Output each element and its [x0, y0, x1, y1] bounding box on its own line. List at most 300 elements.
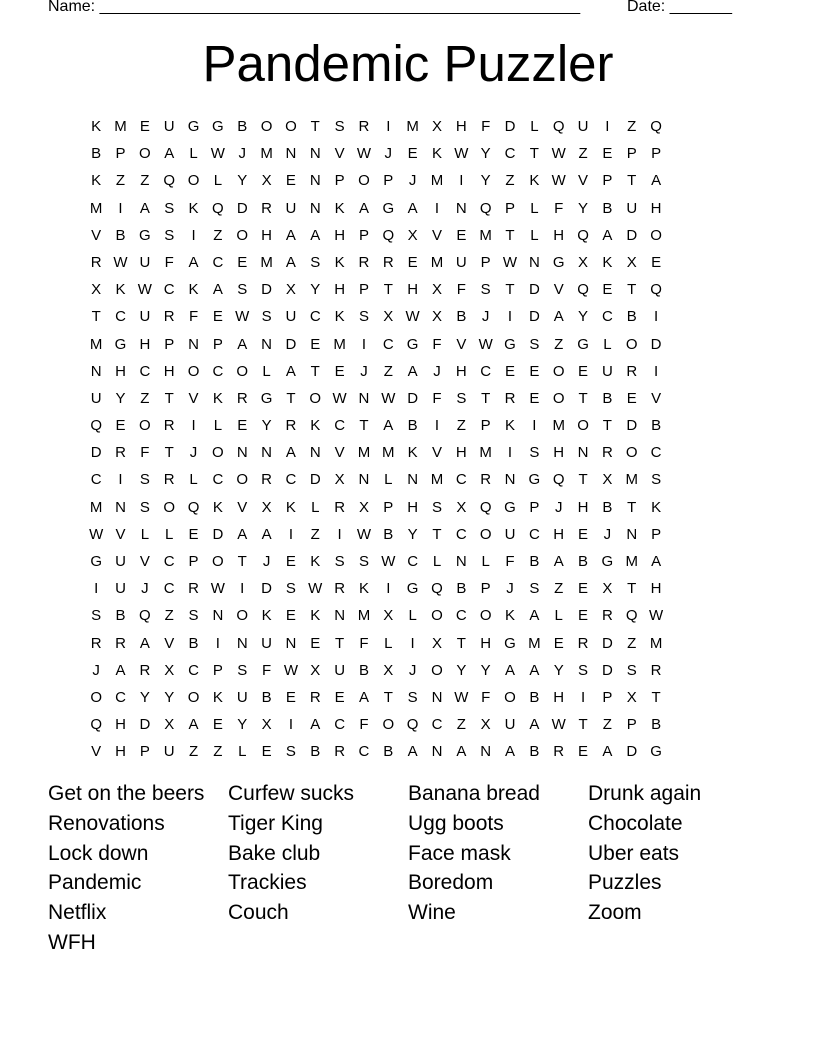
grid-letter[interactable]: B	[456, 308, 467, 326]
grid-letter[interactable]: U	[139, 308, 151, 326]
grid-letter[interactable]: H	[455, 444, 467, 462]
grid-letter[interactable]: O	[309, 389, 322, 407]
grid-letter[interactable]: O	[236, 226, 249, 244]
grid-letter[interactable]: I	[288, 525, 293, 543]
grid-letter[interactable]: E	[188, 525, 199, 543]
grid-letter[interactable]: D	[650, 335, 662, 353]
grid-letter[interactable]: X	[285, 281, 296, 299]
grid-letter[interactable]: K	[188, 281, 199, 299]
grid-letter[interactable]: O	[479, 525, 492, 543]
grid-letter[interactable]: I	[361, 335, 367, 353]
grid-letter[interactable]: O	[163, 498, 176, 516]
grid-letter[interactable]: Y	[553, 661, 564, 679]
grid-letter[interactable]: W	[137, 281, 152, 299]
grid-letter[interactable]: L	[530, 118, 539, 135]
grid-letter[interactable]: N	[261, 335, 272, 353]
grid-letter[interactable]: J	[360, 362, 368, 380]
grid-letter[interactable]: H	[455, 118, 467, 135]
grid-letter[interactable]: T	[505, 281, 515, 299]
grid-letter[interactable]: O	[187, 172, 200, 190]
grid-letter[interactable]: X	[602, 471, 613, 489]
grid-letter[interactable]: E	[310, 335, 321, 353]
grid-letter[interactable]: M	[333, 335, 346, 353]
grid-letter[interactable]: Q	[163, 172, 176, 190]
grid-letter[interactable]: Z	[456, 716, 466, 734]
grid-letter[interactable]: I	[653, 362, 659, 380]
grid-letter[interactable]: T	[627, 281, 637, 299]
grid-letter[interactable]: A	[456, 743, 467, 761]
grid-letter[interactable]: B	[91, 145, 102, 163]
grid-letter[interactable]: I	[434, 417, 440, 435]
grid-letter[interactable]: P	[626, 145, 637, 163]
grid-letter[interactable]: E	[578, 607, 589, 625]
grid-letter[interactable]: L	[213, 417, 223, 435]
grid-letter[interactable]: I	[507, 308, 513, 326]
grid-letter[interactable]: S	[651, 471, 662, 489]
grid-letter[interactable]: D	[528, 308, 540, 326]
grid-letter[interactable]: I	[580, 688, 586, 706]
grid-letter[interactable]: N	[626, 525, 638, 543]
grid-letter[interactable]: N	[431, 743, 443, 761]
grid-letter[interactable]: J	[141, 580, 149, 598]
grid-letter[interactable]: M	[382, 444, 395, 462]
grid-letter[interactable]: T	[164, 444, 174, 462]
grid-letter[interactable]: E	[578, 743, 589, 761]
grid-letter[interactable]: S	[358, 308, 369, 326]
grid-letter[interactable]: C	[601, 308, 613, 326]
grid-letter[interactable]: R	[650, 661, 662, 679]
grid-letter[interactable]: I	[94, 580, 99, 598]
grid-letter[interactable]: P	[602, 688, 613, 706]
grid-letter[interactable]: T	[505, 226, 515, 244]
grid-letter[interactable]: N	[431, 688, 443, 706]
grid-letter[interactable]: O	[625, 335, 638, 353]
grid-letter[interactable]: K	[602, 253, 613, 271]
grid-letter[interactable]: D	[90, 444, 102, 462]
grid-letter[interactable]: Z	[627, 634, 637, 652]
grid-letter[interactable]: W	[478, 335, 493, 353]
grid-letter[interactable]: C	[139, 362, 151, 380]
grid-letter[interactable]: S	[91, 607, 102, 625]
grid-letter[interactable]: O	[504, 688, 516, 706]
grid-letter[interactable]: R	[90, 634, 102, 652]
grid-letter[interactable]: R	[261, 199, 272, 217]
grid-letter[interactable]: X	[261, 498, 272, 516]
grid-letter[interactable]: L	[530, 199, 539, 217]
grid-letter[interactable]: S	[334, 553, 345, 570]
grid-letter[interactable]: A	[553, 308, 564, 326]
grid-letter[interactable]: O	[358, 172, 370, 190]
grid-letter[interactable]: Z	[115, 172, 126, 190]
grid-letter[interactable]: A	[383, 417, 394, 435]
grid-letter[interactable]: K	[285, 498, 296, 516]
grid-letter[interactable]: R	[188, 580, 199, 598]
grid-letter[interactable]: N	[455, 553, 467, 570]
grid-letter[interactable]: K	[91, 172, 102, 190]
grid-letter[interactable]: G	[601, 553, 614, 570]
grid-letter[interactable]: H	[650, 580, 662, 598]
grid-letter[interactable]: D	[626, 743, 638, 761]
grid-letter[interactable]: J	[408, 172, 417, 190]
grid-letter[interactable]: B	[529, 688, 540, 706]
grid-letter[interactable]: G	[504, 335, 516, 353]
grid-letter[interactable]: C	[188, 661, 199, 679]
grid-letter[interactable]: N	[188, 335, 199, 353]
grid-letter[interactable]: D	[504, 118, 516, 135]
grid-letter[interactable]: J	[433, 362, 441, 380]
grid-letter[interactable]: U	[334, 661, 346, 679]
grid-letter[interactable]: Y	[139, 688, 150, 706]
grid-letter[interactable]: P	[651, 145, 662, 163]
grid-letter[interactable]: I	[507, 444, 513, 462]
grid-letter[interactable]: W	[210, 145, 225, 163]
grid-letter[interactable]: N	[334, 607, 346, 625]
grid-letter[interactable]: A	[505, 743, 516, 761]
grid-letter[interactable]: R	[163, 417, 175, 435]
grid-letter[interactable]: A	[602, 226, 613, 244]
grid-letter[interactable]: G	[114, 335, 127, 353]
grid-letter[interactable]: F	[261, 661, 272, 679]
grid-letter[interactable]: F	[432, 389, 442, 407]
grid-letter[interactable]: A	[237, 525, 248, 543]
grid-letter[interactable]: R	[139, 661, 151, 679]
grid-letter[interactable]: P	[480, 417, 491, 435]
grid-letter[interactable]: P	[383, 498, 394, 516]
grid-letter[interactable]: V	[91, 226, 102, 244]
grid-letter[interactable]: A	[285, 226, 296, 244]
grid-letter[interactable]: S	[626, 661, 637, 679]
grid-letter[interactable]: L	[311, 498, 320, 516]
grid-letter[interactable]: Y	[237, 716, 248, 734]
grid-letter[interactable]: M	[528, 634, 541, 652]
grid-letter[interactable]: N	[309, 444, 321, 462]
grid-letter[interactable]: F	[359, 716, 369, 734]
grid-letter[interactable]: S	[164, 199, 175, 217]
grid-letter[interactable]: Q	[90, 417, 102, 435]
grid-letter[interactable]: T	[286, 389, 296, 407]
grid-letter[interactable]: R	[163, 308, 175, 326]
grid-letter[interactable]: A	[261, 525, 272, 543]
grid-letter[interactable]: Y	[480, 661, 491, 679]
grid-letter[interactable]: D	[139, 716, 151, 734]
grid-letter[interactable]: R	[577, 634, 589, 652]
grid-letter[interactable]: E	[651, 253, 662, 271]
grid-letter[interactable]: Z	[140, 172, 150, 190]
grid-letter[interactable]: C	[431, 716, 443, 734]
grid-letter[interactable]: X	[407, 226, 418, 244]
grid-letter[interactable]: I	[532, 417, 537, 435]
grid-letter[interactable]: R	[309, 688, 321, 706]
grid-letter[interactable]: P	[334, 172, 345, 190]
grid-letter[interactable]: G	[212, 118, 224, 135]
grid-letter[interactable]: G	[650, 743, 662, 761]
grid-letter[interactable]: O	[187, 362, 200, 380]
grid-letter[interactable]: P	[651, 525, 662, 543]
grid-letter[interactable]: E	[139, 118, 150, 135]
grid-letter[interactable]: W	[454, 688, 469, 706]
grid-letter[interactable]: K	[212, 498, 223, 516]
grid-letter[interactable]: T	[578, 389, 588, 407]
grid-letter[interactable]: X	[164, 716, 175, 734]
grid-letter[interactable]: L	[432, 553, 442, 570]
grid-letter[interactable]: Z	[578, 145, 588, 163]
grid-letter[interactable]: F	[188, 308, 199, 326]
grid-letter[interactable]: A	[285, 362, 296, 380]
grid-letter[interactable]: N	[261, 444, 272, 462]
grid-letter[interactable]: L	[140, 525, 150, 543]
grid-letter[interactable]: R	[358, 253, 370, 271]
grid-letter[interactable]: T	[481, 389, 491, 407]
grid-letter[interactable]: O	[650, 226, 662, 244]
grid-letter[interactable]: N	[90, 362, 102, 380]
grid-letter[interactable]: U	[236, 688, 248, 706]
grid-letter[interactable]: T	[627, 172, 637, 190]
grid-letter[interactable]: M	[89, 335, 103, 353]
grid-letter[interactable]: M	[625, 471, 638, 489]
grid-letter[interactable]: T	[310, 362, 320, 380]
grid-letter[interactable]: W	[89, 525, 104, 543]
grid-letter[interactable]: K	[407, 444, 418, 462]
grid-letter[interactable]: T	[627, 498, 637, 516]
grid-letter[interactable]: A	[553, 553, 564, 570]
grid-letter[interactable]: A	[358, 199, 369, 217]
grid-letter[interactable]: A	[188, 716, 199, 734]
grid-letter[interactable]: Z	[140, 389, 150, 407]
grid-letter[interactable]: O	[90, 688, 102, 706]
grid-letter[interactable]: G	[382, 199, 395, 217]
grid-letter[interactable]: V	[237, 498, 248, 516]
grid-letter[interactable]: K	[431, 145, 442, 163]
grid-letter[interactable]: K	[505, 417, 516, 435]
grid-letter[interactable]: K	[212, 389, 223, 407]
grid-letter[interactable]: P	[480, 253, 491, 271]
grid-letter[interactable]: Q	[577, 281, 589, 299]
grid-letter[interactable]: D	[528, 281, 540, 299]
grid-letter[interactable]: Z	[627, 118, 637, 135]
grid-letter[interactable]: V	[188, 389, 199, 407]
grid-letter[interactable]: M	[260, 145, 273, 163]
grid-letter[interactable]: M	[114, 118, 127, 135]
grid-letter[interactable]: M	[625, 553, 638, 570]
grid-letter[interactable]: J	[481, 308, 490, 326]
grid-letter[interactable]: L	[189, 145, 198, 163]
grid-letter[interactable]: S	[237, 281, 248, 299]
grid-letter[interactable]: T	[578, 716, 588, 734]
grid-letter[interactable]: U	[163, 118, 175, 135]
grid-letter[interactable]: E	[407, 145, 418, 163]
grid-letter[interactable]: O	[382, 716, 395, 734]
grid-letter[interactable]: A	[188, 253, 199, 271]
grid-letter[interactable]: N	[528, 253, 540, 271]
grid-letter[interactable]: I	[459, 172, 464, 190]
grid-letter[interactable]: J	[189, 444, 198, 462]
grid-letter[interactable]: Y	[407, 525, 418, 543]
grid-letter[interactable]: M	[406, 118, 419, 135]
grid-letter[interactable]: B	[310, 743, 321, 761]
grid-letter[interactable]: O	[431, 607, 443, 625]
grid-letter[interactable]: E	[310, 634, 321, 652]
grid-letter[interactable]: M	[357, 607, 371, 625]
grid-letter[interactable]: A	[285, 253, 296, 271]
grid-letter[interactable]: W	[648, 607, 664, 625]
grid-letter[interactable]: L	[384, 471, 393, 489]
grid-letter[interactable]: H	[163, 362, 175, 380]
grid-letter[interactable]: R	[334, 743, 346, 761]
grid-letter[interactable]: N	[577, 444, 589, 462]
grid-letter[interactable]: Q	[650, 281, 662, 299]
grid-letter[interactable]: E	[578, 580, 589, 598]
grid-letter[interactable]: Z	[164, 607, 174, 625]
grid-letter[interactable]: S	[480, 281, 491, 299]
grid-letter[interactable]: N	[236, 634, 248, 652]
grid-letter[interactable]: S	[310, 253, 321, 271]
grid-letter[interactable]: Q	[577, 226, 589, 244]
grid-letter[interactable]: J	[92, 661, 100, 679]
grid-letter[interactable]: D	[626, 226, 638, 244]
grid-letter[interactable]: M	[430, 172, 444, 190]
grid-letter[interactable]: Z	[213, 743, 223, 761]
grid-letter[interactable]: R	[261, 471, 272, 489]
grid-letter[interactable]: P	[358, 281, 369, 299]
grid-letter[interactable]: A	[358, 688, 369, 706]
grid-letter[interactable]: Y	[261, 417, 272, 435]
grid-letter[interactable]: W	[235, 308, 250, 326]
grid-letter[interactable]: C	[285, 471, 297, 489]
grid-letter[interactable]: D	[626, 417, 638, 435]
grid-letter[interactable]: J	[554, 498, 563, 516]
grid-letter[interactable]: F	[456, 281, 466, 299]
grid-letter[interactable]: O	[260, 118, 273, 135]
grid-letter[interactable]: V	[431, 444, 442, 462]
grid-letter[interactable]: B	[383, 525, 394, 543]
grid-letter[interactable]: I	[288, 716, 293, 734]
grid-letter[interactable]: N	[455, 199, 467, 217]
grid-letter[interactable]: A	[602, 743, 613, 761]
grid-letter[interactable]: A	[529, 661, 540, 679]
grid-letter[interactable]: W	[454, 145, 469, 163]
grid-letter[interactable]: B	[115, 607, 126, 625]
grid-letter[interactable]: I	[410, 634, 415, 652]
grid-letter[interactable]: S	[334, 118, 345, 135]
grid-letter[interactable]: X	[431, 281, 442, 299]
grid-letter[interactable]: H	[407, 281, 419, 299]
grid-letter[interactable]: P	[115, 145, 126, 163]
grid-letter[interactable]: E	[285, 172, 296, 190]
grid-letter[interactable]: H	[115, 716, 126, 734]
grid-letter[interactable]: L	[554, 607, 563, 625]
grid-letter[interactable]: T	[383, 688, 393, 706]
grid-letter[interactable]: S	[188, 607, 199, 625]
grid-letter[interactable]: U	[601, 362, 613, 380]
grid-letter[interactable]: Z	[213, 226, 223, 244]
grid-letter[interactable]: E	[578, 362, 589, 380]
grid-letter[interactable]: T	[456, 634, 466, 652]
grid-letter[interactable]: G	[552, 253, 565, 271]
grid-letter[interactable]: A	[407, 362, 418, 380]
grid-letter[interactable]: H	[334, 281, 346, 299]
grid-letter[interactable]: V	[553, 281, 564, 299]
grid-letter[interactable]: S	[261, 308, 272, 326]
grid-letter[interactable]: F	[481, 688, 491, 706]
grid-letter[interactable]: E	[626, 389, 637, 407]
grid-letter[interactable]: I	[215, 634, 220, 652]
grid-letter[interactable]: C	[504, 145, 516, 163]
grid-letter[interactable]: P	[602, 172, 613, 190]
grid-letter[interactable]: T	[602, 417, 612, 435]
grid-letter[interactable]: S	[529, 335, 540, 353]
grid-letter[interactable]: P	[188, 553, 199, 570]
grid-letter[interactable]: J	[408, 661, 417, 679]
grid-letter[interactable]: X	[626, 253, 637, 271]
grid-letter[interactable]: A	[139, 634, 150, 652]
grid-letter[interactable]: V	[164, 634, 175, 652]
grid-letter[interactable]: L	[530, 226, 539, 244]
grid-letter[interactable]: C	[358, 743, 370, 761]
grid-letter[interactable]: S	[139, 471, 150, 489]
grid-letter[interactable]: B	[358, 661, 369, 679]
grid-letter[interactable]: T	[91, 308, 101, 326]
grid-letter[interactable]: A	[310, 716, 321, 734]
grid-letter[interactable]: Z	[554, 580, 564, 598]
grid-letter[interactable]: I	[191, 417, 196, 435]
grid-letter[interactable]: Z	[310, 525, 320, 543]
grid-letter[interactable]: D	[601, 634, 613, 652]
grid-letter[interactable]: C	[163, 580, 175, 598]
grid-letter[interactable]: E	[237, 417, 248, 435]
grid-letter[interactable]: Q	[382, 226, 395, 244]
grid-letter[interactable]: X	[164, 661, 175, 679]
grid-letter[interactable]: C	[90, 471, 102, 489]
grid-letter[interactable]: E	[407, 253, 418, 271]
grid-letter[interactable]: W	[502, 253, 518, 271]
grid-letter[interactable]: D	[261, 580, 272, 598]
grid-letter[interactable]: R	[626, 362, 638, 380]
grid-letter[interactable]: O	[236, 471, 249, 489]
grid-letter[interactable]: H	[480, 634, 492, 652]
grid-letter[interactable]: B	[529, 743, 540, 761]
grid-letter[interactable]: R	[90, 253, 102, 271]
grid-letter[interactable]: G	[187, 118, 200, 135]
grid-letter[interactable]: D	[261, 281, 272, 299]
grid-letter[interactable]: F	[481, 118, 491, 135]
grid-letter[interactable]: N	[236, 444, 248, 462]
grid-letter[interactable]: R	[480, 471, 492, 489]
grid-letter[interactable]: O	[212, 444, 224, 462]
grid-letter[interactable]: K	[529, 172, 540, 190]
grid-letter[interactable]: U	[455, 253, 467, 271]
grid-letter[interactable]: K	[91, 118, 102, 135]
grid-letter[interactable]: A	[212, 281, 223, 299]
grid-letter[interactable]: I	[118, 199, 123, 217]
grid-letter[interactable]: C	[334, 417, 346, 435]
grid-letter[interactable]: C	[115, 308, 126, 326]
grid-letter[interactable]: H	[650, 199, 662, 217]
grid-letter[interactable]: K	[115, 281, 126, 299]
grid-letter[interactable]: H	[115, 743, 126, 761]
grid-letter[interactable]: V	[431, 226, 442, 244]
grid-letter[interactable]: G	[139, 226, 151, 244]
grid-letter[interactable]: T	[335, 634, 345, 652]
grid-letter[interactable]: Q	[431, 580, 443, 598]
grid-letter[interactable]: B	[188, 634, 199, 652]
grid-letter[interactable]: S	[237, 661, 248, 679]
grid-letter[interactable]: N	[480, 743, 492, 761]
grid-letter[interactable]: O	[285, 118, 297, 135]
grid-letter[interactable]: N	[285, 145, 297, 163]
grid-letter[interactable]: Y	[578, 199, 589, 217]
grid-letter[interactable]: I	[191, 226, 196, 244]
grid-letter[interactable]: M	[552, 417, 565, 435]
